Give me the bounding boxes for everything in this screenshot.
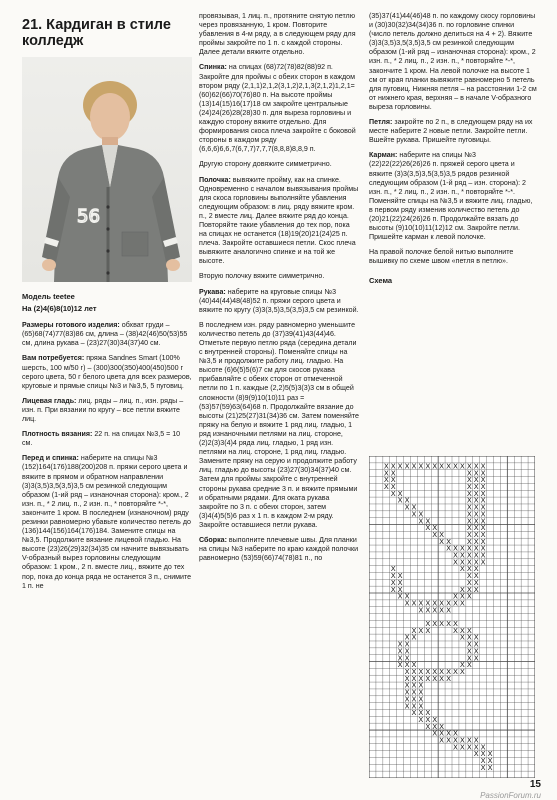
chart-cell-mark: X [466,735,472,745]
chart-cell-mark: X [480,516,486,526]
chart-cell-mark: X [390,488,396,498]
chart-cell-mark: X [425,625,431,635]
chart-cell-mark: X [452,625,458,635]
chart-cell-mark: X [411,687,417,697]
chart-cell-mark: X [411,598,417,608]
chart-cell-mark: X [404,653,410,663]
chart-cell-mark: X [459,598,465,608]
chart-cell-mark: X [452,557,458,567]
chart-cell-mark: X [411,502,417,512]
chart-cell-mark: X [466,536,472,546]
chart-cell-mark: X [411,680,417,690]
assembly-paragraph: Сборка: выполните плечевые швы. Для планки на спицы №3 наберите по краю каждой полочки равномерно (53)59(66)74(78)81 п., по [199,535,359,563]
chart-cell-mark: X [432,667,438,677]
chart-cell-mark: X [397,660,403,670]
chart-cell-mark: X [466,550,472,560]
chart-cell-mark: X [459,550,465,560]
buttonhole-paragraph: Петля: закройте по 2 п., в следующем ряду на их месте наберите 2 новые петли. Закройте петли. Вшейте рукава. Пришейте пуговицы. [369,118,533,145]
chart-cell-mark: X [432,605,438,615]
chart-cell-mark: X [459,667,465,677]
back-paragraph: Спинка: на спицах (68)72(78)82(88)92 п. Закройте для проймы с обеих сторон в каждом втором ряду (2,1,1)2,1,2(3,1,2)2,1,3(2,1,2)1,2,1=(60)62(66)70(76)80 п. На высоте проймы (13)14(15)16(17)18 см закройте центральные (24)24(26)28(28)30 п. для выреза горловины и каждую сторону вяжите отдельно. Для формирования скоса плеча закройте с боковой стороны в каждом ряду (6,6,6)6,6,7(6,7,7)7,7,7(8,8,8)8,8,9 п. [199,63,356,154]
chart-cell-mark: X [480,488,486,498]
chart-cell-mark: X [418,461,424,471]
chart-cell-mark: X [432,728,438,738]
chart-cell-mark: X [473,742,479,752]
chart-cell-mark: X [418,701,424,711]
chart-cell-mark: X [418,516,424,526]
chart-cell-mark: X [480,543,486,553]
chart-cell-mark: X [466,482,472,492]
chart-cell-mark: X [452,591,458,601]
front-back-paragraph: Перед и спинка: наберите на спицы №3 (152)164(176)188(200)208 п. пряжи серого цвета и вяжите в прямом и обратном направлении (3)3(3,5)3,5(3,5)3,5 см резинкой следующим образом (1-ий ряд – изнаночная сторона): кром., 2 изн. п., * 2 лиц. п., 2 изн. п., * повторяйте *-*, закончите 1 кром. В последнем (изнаночном) ряду резинки равномерно убавьте количество петель до (136)144(156)164(176)184. Замените спицы на №3,5. Продолжите вязание лицевой гладью. На высоте (23)26(29)32(34)35 см начните вывязывать V-образный вырез горловины следующим образом: 1 кром., 2 п. вместе лиц., вяжите до тех пор, пока до конца ряда не останется 3 п., снимите 1 п. не [22,454,192,590]
chart-cell-mark: X [425,714,431,724]
chart-cell-mark: X [411,461,417,471]
chart-cell-mark: X [404,660,410,670]
chart-cell-mark: X [446,605,452,615]
chart-cell-mark: X [418,673,424,683]
chart-cell-mark: X [473,735,479,745]
chart-cell-mark: X [411,673,417,683]
chart-cell-mark: X [425,605,431,615]
chart-cell-mark: X [452,728,458,738]
chart-cell-mark: X [425,598,431,608]
chart-cell-mark: X [466,523,472,533]
chart-cell-mark: X [466,557,472,567]
assembly-continued: (35)37(41)44(46)48 п. по каждому скосу горловины и (30)30(32)34(34)36 п. по горловине спинки (число петель должно делиться на 4 + 2). Вяжите (3)3(3,5)3,5(3,5)3,5 см резинкой следующим образом (1-ий ряд – изнаночная сторона): кром., 2 изн. п., * 2 лиц. п., 2 изн. п., * повторяйте *-*, закончите 1 кром. На левой полочке на высоте 1 см от края планки вывяжите равномерно 5 петель для пуговиц. Нижняя петля – на расстоянии 1-2 см от нижнего края, верхняя – в начале V-образного выреза горловины. [369,12,537,111]
chart-cell-mark: X [446,735,452,745]
chart-cell-mark: X [404,646,410,656]
chart-cell-mark: X [411,625,417,635]
chart-cell-mark: X [473,495,479,505]
chart-cell-mark: X [404,694,410,704]
chart-cell-mark: X [473,557,479,567]
chart-cell-mark: X [425,461,431,471]
chart-cell-mark: X [439,461,445,471]
chart-cell-mark: X [480,523,486,533]
chart-cell-mark: X [439,619,445,629]
chart-cell-mark: X [446,543,452,553]
chart-cell-mark: X [452,742,458,752]
chart-cell-mark: X [383,468,389,478]
embroidery-chart [369,456,535,778]
chart-cell-mark: X [459,735,465,745]
chart-cell-mark: X [459,632,465,642]
chart-cell-mark: X [473,646,479,656]
stockinette-paragraph: Лицевая гладь: лиц. ряды – лиц. п., изн. ряды – изн. п. При вязании по кругу – все петли вяжите лиц. [22,396,184,424]
chart-cell-mark: X [459,591,465,601]
chart-cell-mark: X [459,543,465,553]
chart-cell-mark: X [459,742,465,752]
chart-cell-mark: X [466,516,472,526]
chart-cell-mark: X [446,728,452,738]
chart-cell-mark: X [466,502,472,512]
chart-cell-mark: X [404,667,410,677]
chart-cell-mark: X [439,735,445,745]
chart-cell-mark: X [404,495,410,505]
chart-cell-mark: X [390,564,396,574]
chart-cell-mark: X [418,625,424,635]
chart-cell-mark: X [466,577,472,587]
boy-in-cardigan-illustration [22,57,192,282]
chart-cell-mark: X [439,721,445,731]
chart-cell-mark: X [480,475,486,485]
chart-cell-mark: X [473,516,479,526]
chart-cell-mark: X [383,475,389,485]
chart-cell-mark: X [452,543,458,553]
chart-cell-mark: X [418,509,424,519]
chart-cell-mark: X [397,584,403,594]
chart-cell-mark: X [459,461,465,471]
chart-cell-mark: X [411,701,417,711]
chart-cell-mark: X [432,529,438,539]
chart-cell-mark: X [383,461,389,471]
chart-cell-mark: X [480,461,486,471]
column-right [369,12,537,286]
embroidery-paragraph: На правой полочке белой нитью выполните вышивку по схеме швом «петля в петлю». [369,248,514,266]
chart-cell-mark: X [473,523,479,533]
gauge-paragraph: Плотность вязания: 22 п. на спицах №3,5 = 10 см. [22,430,181,448]
chart-cell-mark: X [425,523,431,533]
chart-cell-mark: X [480,762,486,772]
chart-cell-mark: X [459,625,465,635]
chart-cell-mark: X [439,536,445,546]
chart-cell-mark: X [452,598,458,608]
chart-cell-mark: X [446,673,452,683]
chart-cell-mark: X [439,598,445,608]
chart-cell-mark: X [425,708,431,718]
chart-cell-mark: X [480,529,486,539]
chart-cell-mark: X [439,728,445,738]
chart-cell-mark: X [466,571,472,581]
chart-cell-mark: X [473,475,479,485]
chart-cell-mark: X [452,735,458,745]
chart-cell-mark: X [432,714,438,724]
chart-cell-mark: X [390,571,396,581]
chart-cell-mark: X [446,536,452,546]
chart-cell-mark: X [390,482,396,492]
chart-cell-mark: X [473,653,479,663]
chart-cell-mark: X [452,667,458,677]
chart-cell-mark: X [473,529,479,539]
chart-cell-mark: X [466,529,472,539]
chart-cell-mark: X [473,468,479,478]
chart-cell-mark: X [487,762,493,772]
chart-cell-mark: X [432,598,438,608]
chart-cell-mark: X [466,495,472,505]
chart-cell-mark: X [466,742,472,752]
chart-cell-mark: X [404,639,410,649]
chart-cell-mark: X [480,742,486,752]
chart-cell-mark: X [397,639,403,649]
chart-cell-mark: X [397,653,403,663]
chart-cell-mark: X [411,667,417,677]
chart-cell-mark: X [425,516,431,526]
chart-cell-mark: X [466,584,472,594]
chart-cell-mark: X [397,571,403,581]
chart-cell-mark: X [473,577,479,587]
chart-cell-mark: X [439,605,445,615]
chart-cell-mark: X [432,673,438,683]
chart-cell-mark: X [466,468,472,478]
chart-cell-mark: X [432,523,438,533]
chart-cell-mark: X [466,543,472,553]
chart-cell-mark: X [432,461,438,471]
chart-cell-mark: X [459,660,465,670]
front-half-paragraph: Полочка: вывяжите пройму, как на спинке. Одновременно с началом вывязывания проймы для скоса горловины выполняйте убавления следующим образом: в лиц. ряду вяжите кром. п., 2 вместе лиц. Далее вяжите ряд до конца. Повторяйте такие убавления до тех пор, пока на спицах не останется (18)19(20)21(24)25 п. плеча. Закройте оставшиеся петли. Скос плеча вывяжите аналогично спинке и на той же высоте. [199,175,359,266]
chart-cell-mark: X [473,550,479,560]
chart-cell-mark: X [425,721,431,731]
chart-cell-mark: X [404,701,410,711]
column-middle [199,12,359,569]
materials-paragraph: Вам потребуется: пряжа Sandnes Smart (100% шерсть, 100 м/50 г) – (300)300(350)400(450)500 г серого цвета, 50 г белого цвета для всех размеров, круговые и прямые спицы №3 и №3,5, 5 пуговиц. [22,354,192,390]
chart-cell-mark: X [466,646,472,656]
chart-cell-mark: X [397,646,403,656]
chart-cell-mark: X [480,550,486,560]
chart-cell-mark: X [411,660,417,670]
chart-cell-mark: X [404,673,410,683]
chart-cell-mark: X [473,632,479,642]
chart-cell-mark: X [411,509,417,519]
chart-cell-mark: X [466,625,472,635]
sleeves-paragraph-2: В последнем изн. ряду равномерно уменьшите количество петель до (37)39(41)43(44)46. Отметьте первую петлю ряда (середина детали с внутренней стороны). Поменяйте спицы на №3,5 и продолжите работу лиц. гладью. На высоте (6)6(5)5(6)7 см для скосов рукава прибавляйте с обеих сторон от отмеченной петли по 1 п. каждые (2,2)5(5)3(3)3 см в общей сложности (8)9(9)10(10)11 раз = (53)57(59)63(64)68 п. Продолжайте вязание до высоты (21)25(27)31(34)36 см. Затем поменяйте пряжу на белую и вяжите 1 ряд лиц. гладью, 1 ряд изнаночными петлями на лиц. стороне, (2)2(3)3(4)4 ряда лиц. гладью, 1 ряд изн. петлями на лиц. стороне, 1 ряд лиц. гладью. Замените пряжу на серую и продолжите работу лиц. гладью до высоты (23)27(30)34(37)40 см. Затем для проймы закройте с внутренней стороны рукава средние 3 п. и вяжите прямыми и обратными рядами. Для оката рукава закройте по 3 п. с обеих сторон, затем (3)4(4)5(5)6 раз х 1 п. в каждом 2-м ряду. Закройте оставшиеся петли рукава. [199,320,359,529]
chart-cell-mark: X [466,488,472,498]
chart-cell-mark: X [473,536,479,546]
chart-cell-mark: X [487,756,493,766]
chart-cell-mark: X [473,461,479,471]
chart-cell-mark: X [418,687,424,697]
chart-cell-mark: X [480,756,486,766]
chart-cell-mark: X [425,673,431,683]
chart-cell-mark: X [459,557,465,567]
chart-cell-mark: X [480,536,486,546]
chart-cell-mark: X [404,632,410,642]
chart-cell-mark: X [404,598,410,608]
chart-cell-mark: X [439,529,445,539]
chart-cell-mark: X [390,461,396,471]
chart-cell-mark: X [404,680,410,690]
chart-cell-mark: X [466,475,472,485]
page-number: 15 [529,779,541,790]
chart-cell-mark: X [473,571,479,581]
front-back-continued: провязывая, 1 лиц. п., протяните снятую петлю через провязанную, 1 кром. Повторите убавления в 4-м ряду, а в следующем ряду для проймы закройте по 1 п. с каждой стороны. Далее детали вяжите отдельно. [199,12,356,57]
chart-cell-mark: X [480,495,486,505]
model-caption: Модель teetee [22,292,75,301]
chart-cell-mark: X [473,482,479,492]
chart-cell-mark: X [487,749,493,759]
chart-cell-mark: X [459,584,465,594]
chart-cell-mark: X [390,468,396,478]
chart-cell-mark: X [446,598,452,608]
jacket-number: 56 [77,206,100,227]
chart-cell-mark: X [397,591,403,601]
chart-cell-mark: X [432,619,438,629]
chart-cell-mark: X [466,461,472,471]
chart-cell-mark: X [390,577,396,587]
model-photo [22,57,192,282]
chart-cell-mark: X [418,680,424,690]
chart-cell-mark: X [466,564,472,574]
chart-cell-mark: X [404,502,410,512]
chart-cell-mark: X [404,687,410,697]
chart-cell-mark: X [480,482,486,492]
chart-cell-mark: X [432,721,438,731]
chart-cell-mark: X [446,461,452,471]
chart-cell-mark: X [418,694,424,704]
chart-cell-mark: X [404,461,410,471]
chart-cell-mark: X [425,619,431,629]
chart-cell-mark: X [439,667,445,677]
chart-cell-mark: X [418,714,424,724]
size-range: На (2)4(6)8(10)12 лет [22,304,97,314]
chart-cell-mark: X [397,488,403,498]
chart-cell-mark: X [473,564,479,574]
chart-cell-mark: X [411,632,417,642]
chart-cell-mark: X [425,667,431,677]
chart-cell-mark: X [452,619,458,629]
chart-cell-mark: X [473,509,479,519]
chart-cell-mark: X [480,468,486,478]
chart-cell-mark: X [473,543,479,553]
chart-cell-mark: X [473,584,479,594]
chart-cell-mark: X [404,591,410,601]
chart-cell-mark: X [452,461,458,471]
chart-cell-mark: X [459,564,465,574]
chart-cell-mark: X [418,605,424,615]
chart-cell-mark: X [418,708,424,718]
chart-cell-mark: X [466,639,472,649]
chart-cell-mark: X [466,660,472,670]
chart-cell-mark: X [480,557,486,567]
second-front-paragraph: Вторую полочку вяжите симметрично. [199,272,325,281]
chart-cell-mark: X [383,482,389,492]
page-title: 21. Кардиган в стиле колледж [22,17,171,49]
pocket-paragraph: Карман: наберите на спицы №3 (22)22(22)26(26)26 п. пряжей серого цвета и вяжите (3)3(3,5)3,5(3,5)3,5 рядов резинкой следующим образом (1-й ряд – изн. сторона): 2 изн. п., * 2 лиц. п., 2 изн. п., * повторяйте *-*. Поменяйте спицы на №3,5 и вяжите лиц. гладью, в первом ряду изменив количество петель до (20)21(22)24(26)26 п. Продолжайте вязать до высоты (9)10(10)11(12)12 см. Закройте петли. Пришейте карман к левой полочке. [369,151,533,242]
chart-cell-mark: X [473,502,479,512]
chart-cell-mark: X [473,639,479,649]
chart-cell-mark: X [418,667,424,677]
chart-cell-mark: X [466,653,472,663]
chart-cell-mark: X [411,708,417,718]
chart-cell-mark: X [466,509,472,519]
chart-cell-mark: X [418,598,424,608]
finished-size-paragraph: Размеры готового изделия: обхват груди – (65)68(74)77(83)86 см, длина – (38)42(46)50(53)55 см, длина рукава – (23)27(30)34(37)40 см. [22,321,188,348]
chart-cell-mark: X [452,550,458,560]
chart-cell-mark: X [446,619,452,629]
sleeves-paragraph: Рукава: наберите на круговые спицы №3 (40)44(44)48(48)52 п. пряжи серого цвета и вяжите по кругу (3)3(3,5)3,5(3,5)3,5 см резинкой. [199,287,359,314]
chart-cell-mark: X [397,461,403,471]
chart-cell-mark: X [439,673,445,683]
chart-cell-mark: X [411,694,417,704]
chart-cell-mark: X [480,502,486,512]
chart-cell-mark: X [473,749,479,759]
chart-cell-mark: X [480,749,486,759]
column-left [22,12,192,597]
chart-cell-mark: X [473,488,479,498]
chart-cell-mark: X [390,584,396,594]
chart-cell-mark: X [446,667,452,677]
chart-cell-mark: X [397,577,403,587]
other-side-paragraph: Другую сторону довяжите симметрично. [199,160,332,169]
watermark: PassionForum.ru [480,791,541,800]
chart-cell-mark: X [466,632,472,642]
chart-cell-mark: X [397,495,403,505]
chart-cell-mark: X [480,509,486,519]
chart-label: Схема [369,276,393,286]
chart-cell-mark: X [466,591,472,601]
chart-cell-mark: X [390,475,396,485]
